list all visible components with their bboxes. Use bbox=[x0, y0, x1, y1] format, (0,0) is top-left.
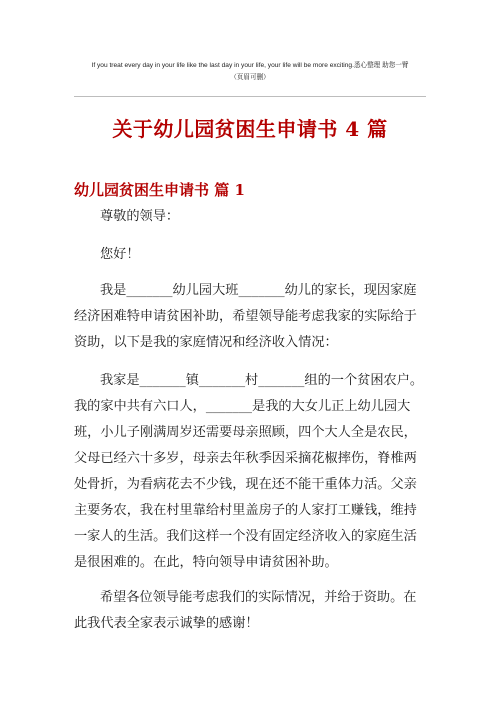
document-title: 关于幼儿园贫困生申请书 4 篇 bbox=[112, 117, 388, 141]
greeting: 您好！ bbox=[100, 247, 140, 262]
page-header bbox=[0, 60, 500, 84]
header-note: （页眉可删） bbox=[230, 74, 270, 81]
paragraph-closing: 希望各位领导能考虑我们的实际情况，并给于资助。在此我代表全家表示诚挚的感谢！ bbox=[74, 590, 417, 631]
paragraph-intro: 我是_______幼儿园大班_______幼儿的家长，现因家庭经济困难特申请贫困补助，希望领导能考虑我家的实际给于资助，以下是我的家庭情况和经济收入情况： bbox=[74, 283, 417, 350]
salutation: 尊敬的领导： bbox=[100, 209, 180, 224]
header-quote: If you treat every day in your life like the last day in your life, your life will be more exciting.悉心整理 助您一臂 bbox=[91, 62, 409, 69]
section-title: 幼儿园贫困生申请书 篇 1 bbox=[74, 181, 245, 199]
paragraph-family-situation: 我家是_______镇_______村_______组的一个贫困农户。我的家中共有六口人，_______是我的大女儿正上幼儿园大班，小儿子刚满周岁还需要母亲照顾，四个大人全是农民，父母已经六十多岁，母亲去年秋季因采摘花椒摔伤，脊椎两处骨折，为看病花去不少钱，现在还不能干重体力活。父亲主要务农，我在村里靠给村里盖房子的人家打工赚钱，维持一家人的生活。我们这样一个没有固定经济收入的家庭生活是很困难的。在此，特向领导申请贫困补助。 bbox=[74, 373, 424, 570]
header-divider bbox=[74, 96, 426, 97]
